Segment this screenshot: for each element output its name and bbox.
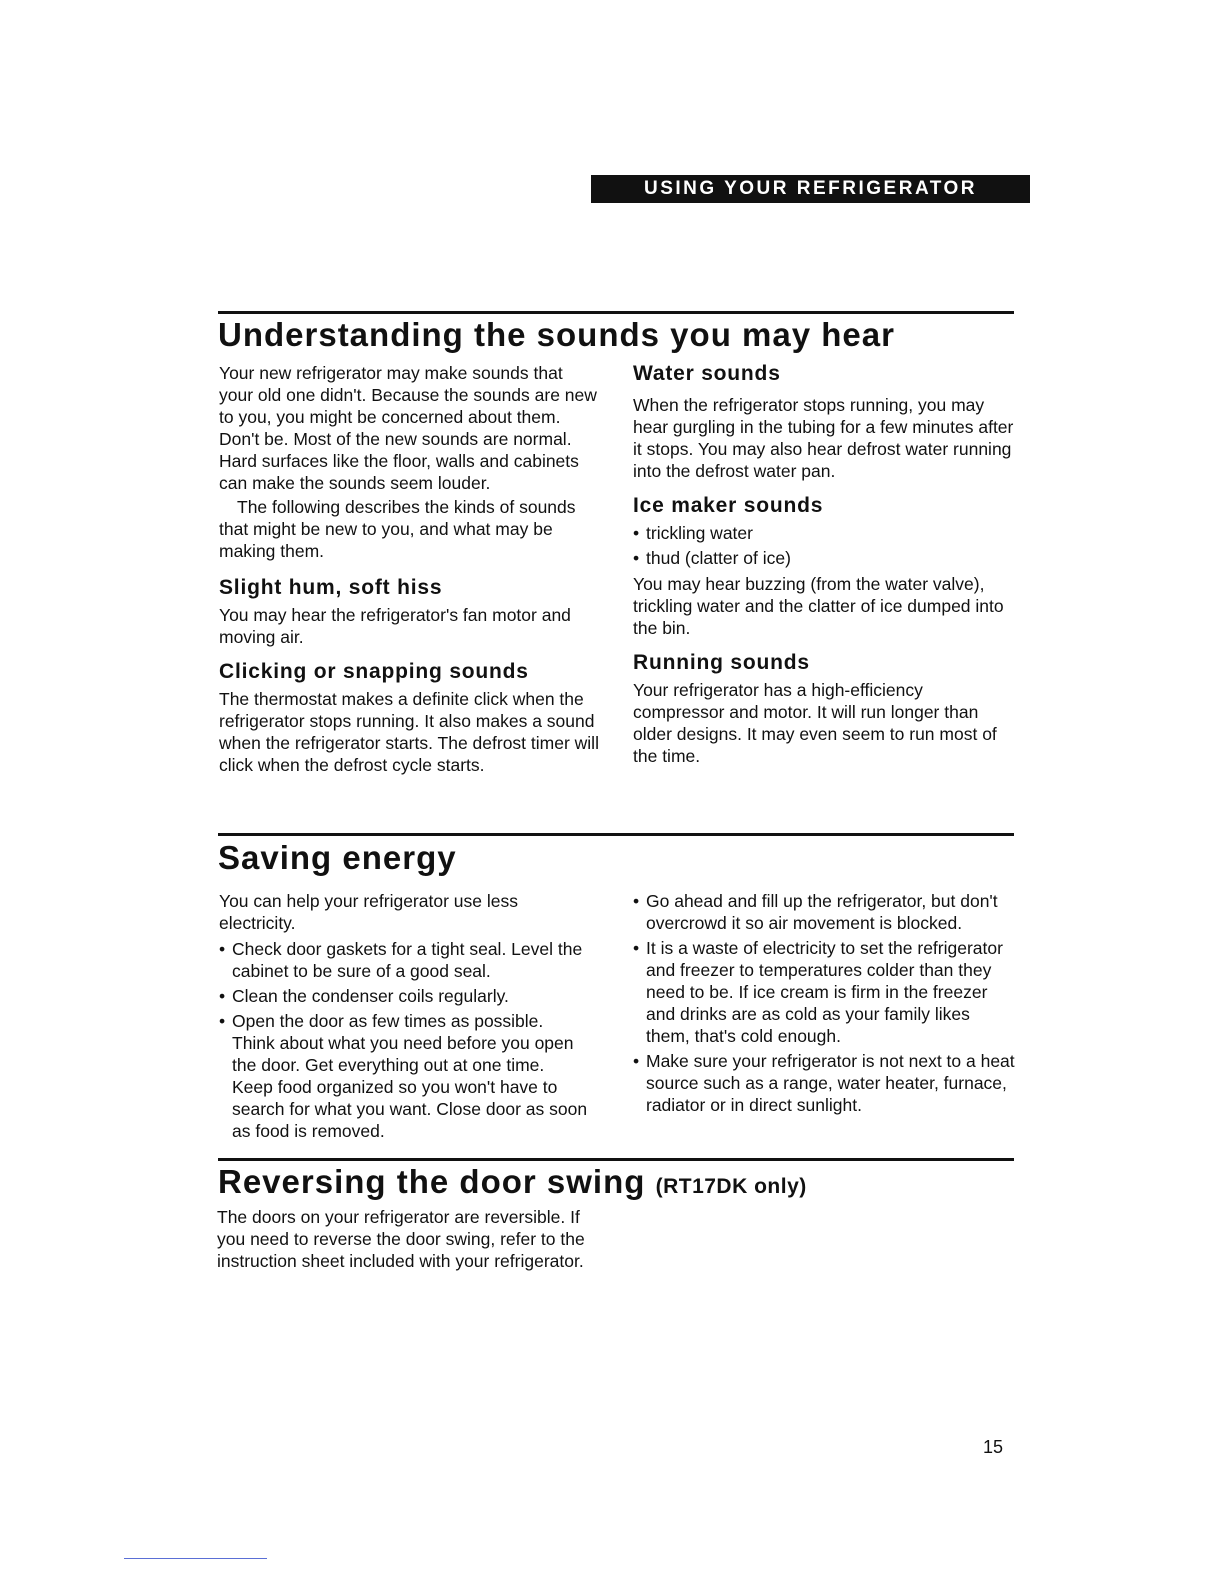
- page-number: 15: [983, 1437, 1004, 1457]
- ice-bullet-list: [633, 522, 1018, 569]
- sounds-intro-2: The following describes the kinds of sounds that might be new to you, and what may be making them.: [219, 497, 576, 561]
- list-item: • thud (clatter of ice): [633, 547, 1018, 569]
- list-item: • It is a waste of electricity to set the refrigerator and freezer to temperatures colder than they need to be. If ice cream is firm in the freezer and drinks are as cold as your family likes them, that's cold enough.: [633, 937, 1018, 1047]
- energy-right-column: [633, 890, 1018, 1120]
- hum-heading: Slight hum, soft hiss: [219, 576, 443, 599]
- sounds-right-column: [633, 362, 1018, 767]
- section-divider: [218, 1158, 1014, 1161]
- energy-intro: You can help your refrigerator use less electricity.: [219, 891, 518, 933]
- energy-bullet-list-left: [219, 938, 589, 1142]
- list-item: • Check door gaskets for a tight seal. Level the cabinet to be sure of a good seal.: [219, 938, 589, 982]
- list-item: • Go ahead and fill up the refrigerator, but don't overcrowd it so air movement is blocked.: [633, 890, 1018, 934]
- energy-bullet-list-right: [633, 890, 1018, 1116]
- door-title: [218, 1163, 807, 1201]
- footer-line: [124, 1558, 267, 1559]
- section-divider: [218, 311, 1014, 314]
- door-title-note: (RT17DK only): [655, 1175, 807, 1198]
- hum-text: You may hear the refrigerator's fan motor and moving air.: [219, 605, 571, 647]
- click-text: The thermostat makes a definite click when the refrigerator stops running. It also makes a sound when the refrigerator starts. The defrost timer will click when the defrost cycle starts.: [219, 689, 599, 775]
- list-item: • trickling water: [633, 522, 1018, 544]
- water-text: When the refrigerator stops running, you may hear gurgling in the tubing for a few minutes after it stops. You may also hear defrost water running into the defrost water pan.: [633, 395, 1014, 481]
- water-heading: Water sounds: [633, 362, 781, 385]
- door-column: [217, 1206, 587, 1272]
- sounds-left-column: [219, 362, 601, 776]
- running-text: Your refrigerator has a high-efficiency compressor and motor. It will run longer than older designs. It may even seem to run most of the time.: [633, 680, 997, 766]
- sounds-intro: Your new refrigerator may make sounds that your old one didn't. Because the sounds are new to you, you might be concerned about them. Don't be. Most of the new sounds are normal. Hard surfaces like the floor, walls and cabinets can make the sounds seem louder.: [219, 363, 597, 493]
- list-item: • Clean the condenser coils regularly.: [219, 985, 589, 1007]
- door-title-text: Reversing the door swing: [218, 1163, 646, 1200]
- click-heading: Clicking or snapping sounds: [219, 660, 529, 683]
- ice-heading: Ice maker sounds: [633, 494, 824, 517]
- running-heading: Running sounds: [633, 651, 810, 674]
- list-item: • Make sure your refrigerator is not next to a heat source such as a range, water heater, furnace, radiator or in direct sunlight.: [633, 1050, 1018, 1116]
- door-text: The doors on your refrigerator are reversible. If you need to reverse the door swing, refer to the instruction sheet included with your refrigerator.: [217, 1207, 585, 1271]
- energy-left-column: [219, 890, 589, 1146]
- section-divider: [218, 833, 1014, 836]
- sounds-title: Understanding the sounds you may hear: [218, 316, 895, 353]
- ice-text: You may hear buzzing (from the water valve), trickling water and the clatter of ice dumped into the bin.: [633, 574, 1004, 638]
- section-banner: USING YOUR REFRIGERATOR: [591, 175, 1030, 203]
- list-item: • Open the door as few times as possible. Think about what you need before you open the door. Get everything out at one time. Keep food organized so you won't have to search for what you want. Close door as soon as food is removed.: [219, 1010, 589, 1142]
- energy-title: Saving energy: [218, 839, 457, 876]
